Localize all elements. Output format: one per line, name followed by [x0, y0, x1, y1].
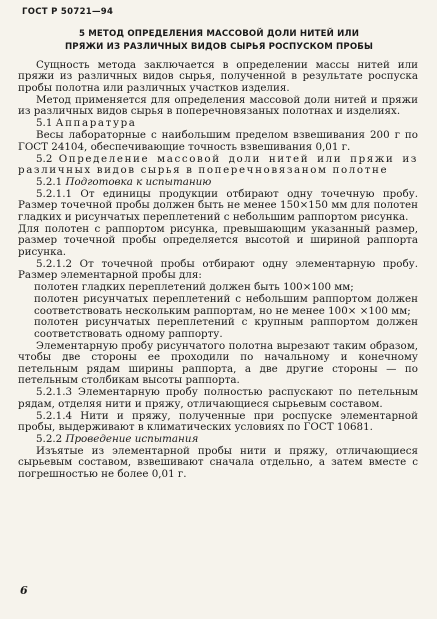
- subsection-5-1-number: 5.1: [36, 117, 53, 130]
- paragraph-large-rapport-size: полотен рисунчатых переплетений с крупным раппортом должен соответствовать одному раппорту.: [34, 316, 418, 340]
- section-title-line-2: ПРЯЖИ ИЗ РАЗЛИЧНЫХ ВИДОВ СЫРЬЯ РОСПУСКОМ ПРОБЫ: [64, 42, 374, 52]
- subsection-5-2-2-number: 5.2.2: [36, 433, 63, 445]
- paragraph-smooth-weave: полотен гладких переплетений должен быть 100×100 мм;: [34, 281, 354, 294]
- page-number: 6: [20, 584, 28, 597]
- subsection-5-2-2-heading: [18, 434, 418, 445]
- subsection-5-2-1-heading: [18, 177, 418, 188]
- subsection-5-1-title: Аппаратура: [55, 117, 137, 130]
- section-title: [30, 28, 408, 54]
- subsection-5-1-heading: [18, 118, 418, 129]
- paragraph-small-rapport: полотен рисунчатых переплетений с небольшим раппортом должен соответствовать нескольким раппортам, но не менее 100× ×100 мм;: [34, 293, 418, 317]
- paragraph-large-rapport: Для полотен с раппортом рисунка, превышающим указанный размер, размер точечной пробы определяется высотой и шириной раппорта рисунка.: [18, 222, 418, 258]
- paragraph-5-2-1-2: 5.2.1.2 От точечной пробы отбирают одну элементарную пробу. Размер элементарной пробы для:: [18, 257, 418, 282]
- paragraph-method-application: Метод применяется для определения массовой доли нитей и пряжи из различных видов сырья в поперечновязаных полотнах и изделиях.: [18, 93, 418, 118]
- subsection-5-2-1-title: Подготовка к испытанию: [65, 176, 212, 189]
- subsection-5-2-title: Определение массовой доли нитей или пряжи из различных видов сырья в поперечновязаном полотне: [18, 152, 418, 177]
- paragraph-cutting: Элементарную пробу рисунчатого полотна вырезают таким образом, чтобы две стороны ее проходили по начальному и конечному петельным рядам ширины раппорта, а две другие стороны — по петельным столбикам высоты раппорта.: [18, 339, 418, 387]
- subsection-5-2-2-title: Проведение испытания: [65, 433, 199, 445]
- paragraph-5-2-1-3: 5.2.1.3 Элементарную пробу полностью распускают по петельным рядам, отделяя нити и пряжу, отличающиеся сырьевым составом.: [18, 386, 418, 410]
- paragraph-scales: Весы лабораторные с наибольшим пределом взвешивания 200 г по ГОСТ 24104, обеспечивающие точность взвешивания 0,01 г.: [18, 129, 418, 153]
- section-title-line-1: 5 МЕТОД ОПРЕДЕЛЕНИЯ МАССОВОЙ ДОЛИ НИТЕЙ ИЛИ: [78, 29, 360, 39]
- standard-header: ГОСТ Р 50721—94: [22, 7, 114, 17]
- paragraph-5-2-1-4: 5.2.1.4 Нити и пряжу, полученные при роспуске элементарной пробы, выдерживают в климатических условиях по ГОСТ 10681.: [18, 409, 418, 434]
- paragraph-method-essence: Сущность метода заключается в определении массы нитей или пряжи из различных видов сырья, полученной в результате роспуска пробы полотна или различных участков изделия.: [18, 59, 418, 94]
- subsection-5-2-heading: [18, 154, 418, 177]
- paragraph-5-2-1-1: 5.2.1.1 От единицы продукции отбирают одну точечную пробу. Размер точечной пробы должен быть не менее 150×150 мм для полотен гладких и рисунчатых переплетений с небольшим раппортом рисунка.: [18, 187, 418, 223]
- subsection-5-2-number: 5.2: [36, 152, 53, 165]
- document-body: [18, 60, 418, 481]
- paragraph-weighing: Изъятые из элементарной пробы нити и пряжу, отличающиеся сырьевым составом, взвешивают сначала отдельно, а затем вместе с погрешностью не более 0,01 г.: [18, 444, 418, 480]
- subsection-5-2-1-number: 5.2.1: [36, 176, 63, 189]
